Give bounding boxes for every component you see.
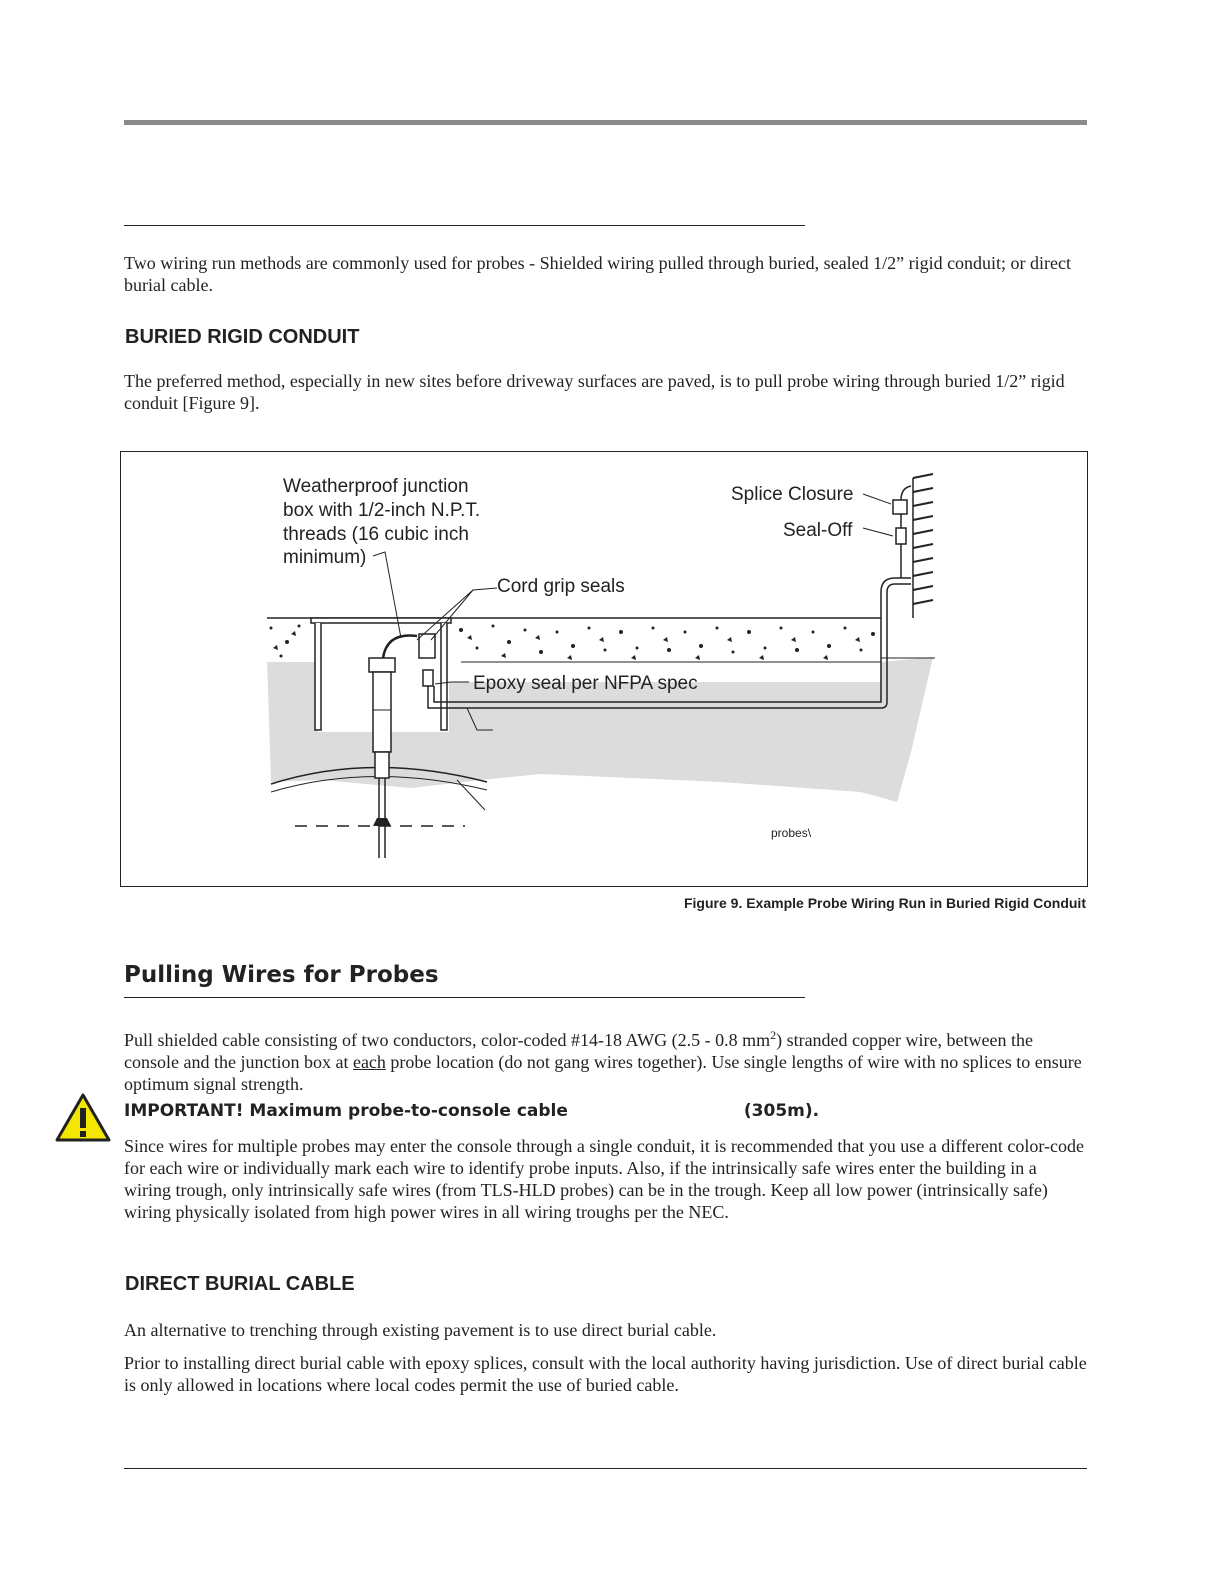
important-label: IMPORTANT! Maximum probe-to-console cable [124,1101,568,1121]
label-file-tag: probes\ [771,826,812,840]
important-note [124,1101,924,1121]
multiple-probes-paragraph: Since wires for multiple probes may enter the console through a single conduit, it is recommended that you use a different color-code for each wire or individually mark each wire to identify probe inputs. Also, if the intrinsically safe wires enter the building in a wiring trough, only intrinsically safe wires (from TLS-HLD probes) can be in the trough. Keep all low power (intrinsically safe) wiring physically isolated from high power wires in all wiring troughs per the NEC. [124,1136,1085,1222]
leader-splice [863,494,891,504]
riser-top [901,486,911,500]
label-splice-closure: Splice Closure [731,484,854,505]
label-junction-box-1: Weatherproof junction [283,476,469,497]
splice-closure [893,500,907,514]
figure-9 [120,451,1088,887]
label-epoxy-seal: Epoxy seal per NFPA spec [473,673,698,694]
pulling-wires-heading: Pulling Wires for Probes [124,962,439,988]
important-value: (305m). [743,1101,820,1121]
pulling-text-part1: Pull shielded cable consisting of two conductors, color-coded #14-18 AWG (2.5 - 0.8 mm [124,1030,771,1050]
section-rule [124,225,805,226]
label-junction-box-3: threads (16 cubic inch [283,524,469,545]
intro-paragraph: Two wiring run methods are commonly used for probes - Shielded wiring pulled through buried, sealed 1/2” rigid conduit; or direct burial cable. [124,253,1072,295]
leader-seal-off [863,528,893,536]
header-rule [124,120,1087,125]
pulling-paragraph [124,1024,1087,1095]
each-underlined: each [352,1052,386,1072]
mm-superscript: 2 [770,1028,777,1042]
figure-caption: Figure 9. Example Probe Wiring Run in Buried Rigid Conduit [683,895,1086,911]
pulling-text-part2: ) stranded copper wire, between the console and the junction box at [124,1030,1033,1072]
direct-burial-paragraph-2: Prior to installing direct burial cable with epoxy splices, consult with the local authority having jurisdiction. Use of direct burial cable is only allowed in locations where local codes permit the use of buried cable. [124,1353,1087,1395]
pulling-text-part3: probe location (do not gang wires together). Use single lengths of wire with no splices to ensure optimum signal strength. [124,1052,1082,1094]
seal-off [896,528,906,544]
probe-cap [369,658,395,672]
footer-rule [124,1468,1087,1469]
label-seal-off: Seal-Off [783,520,853,541]
epoxy-seal-fitting [423,670,433,686]
heading-rule [124,997,805,998]
wall-outline [916,478,933,618]
label-junction-box-4: minimum) [283,547,367,568]
pavement-slab [267,618,881,662]
manway-lid [311,618,451,623]
direct-burial-paragraph-1: An alternative to trenching through existing pavement is to use direct burial cable. [124,1320,717,1340]
label-cord-grip: Cord grip seals [497,576,625,597]
probe-wiring-diagram [121,452,1087,886]
warning-triangle-icon [54,1092,112,1144]
leader-tank [457,780,485,810]
probe-canister [373,672,391,752]
buried-conduit-heading: BURIED RIGID CONDUIT [125,326,360,348]
direct-burial-heading: DIRECT BURIAL CABLE [125,1273,355,1295]
probe-float [373,818,391,826]
probe-riser [375,752,389,778]
label-junction-box-2: box with 1/2-inch N.P.T. [283,500,481,521]
buried-conduit-paragraph: The preferred method, especially in new sites before driveway surfaces are paved, is to pull probe wiring through buried 1/2” rigid conduit [Figure 9]. [124,371,1065,413]
